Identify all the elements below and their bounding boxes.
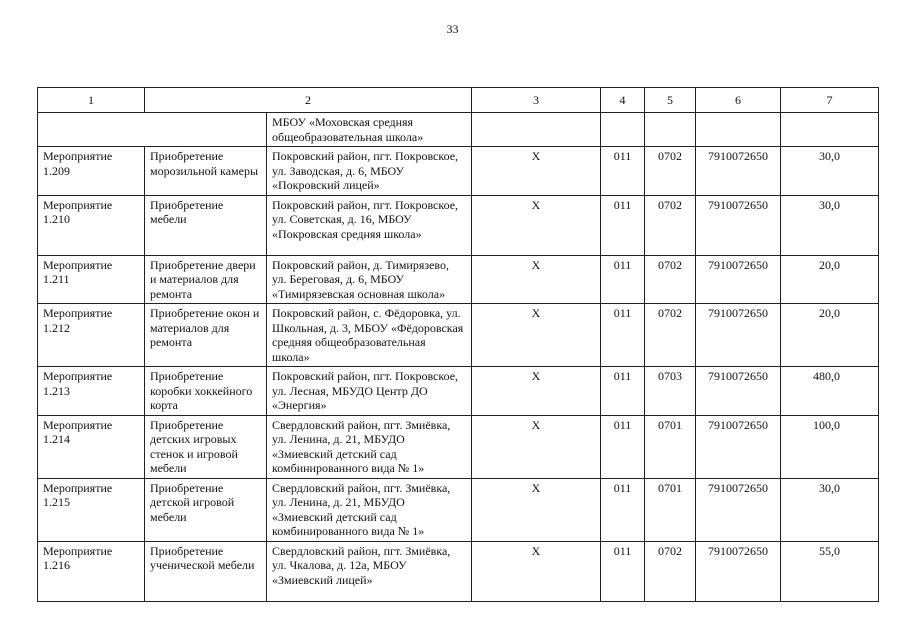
cell-col4: 011 [601,304,645,367]
table-row [38,541,879,601]
cell-col6: 7910072650 [696,415,781,478]
cell-measure-id: Мероприятие 1.213 [38,367,145,416]
cell-location: Свердловский район, пгт. Змиёвка, ул. Ленина, д. 21, МБУДО «Змиевский детский сад комбинированного вида № 1» [267,478,472,541]
cell-measure-name: Приобретение детских игровых стенок и игровой мебели [145,415,267,478]
cell-col7: 30,0 [781,478,879,541]
cell-location: Свердловский район, пгт. Змиёвка, ул. Чкалова, д. 12а, МБОУ «Змиевский лицей» [267,541,472,601]
table-row [38,195,879,255]
measures-table [37,87,879,602]
cell-col4: 011 [601,255,645,304]
cell-measure-id: Мероприятие 1.210 [38,195,145,255]
cell-col6: 7910072650 [696,367,781,416]
cell-measure-id: Мероприятие 1.215 [38,478,145,541]
header-cell-5: 5 [645,88,696,113]
cell-empty [601,113,645,147]
cell-col4: 011 [601,195,645,255]
cell-col6: 7910072650 [696,147,781,196]
cell-col6: 7910072650 [696,304,781,367]
continuation-row [38,113,879,147]
cell-measure-name: Приобретение морозильной камеры [145,147,267,196]
header-cell-1: 1 [38,88,145,113]
cell-col5: 0702 [645,255,696,304]
header-cell-4: 4 [601,88,645,113]
cell-col3: X [472,195,601,255]
cell-col3: X [472,541,601,601]
cell-col4: 011 [601,478,645,541]
cell-col3: X [472,415,601,478]
table-row [38,367,879,416]
table-row [38,255,879,304]
table-row [38,304,879,367]
cell-col7: 30,0 [781,147,879,196]
cell-col7: 480,0 [781,367,879,416]
cell-measure-name: Приобретение двери и материалов для ремонта [145,255,267,304]
cell-col3: X [472,367,601,416]
header-cell-3: 3 [472,88,601,113]
cell-measure-id: Мероприятие 1.209 [38,147,145,196]
cell-location: Покровский район, с. Фёдоровка, ул. Школьная, д. 3, МБОУ «Фёдоровская средняя общеобразовательная школа» [267,304,472,367]
cell-col7: 30,0 [781,195,879,255]
cell-location: Покровский район, пгт. Покровское, ул. Заводская, д. 6, МБОУ «Покровский лицей» [267,147,472,196]
cell-col6: 7910072650 [696,478,781,541]
table-header-row [38,88,879,113]
header-cell-6: 6 [696,88,781,113]
cell-col5: 0703 [645,367,696,416]
cell-col3: X [472,255,601,304]
header-cell-2: 2 [145,88,472,113]
cell-col7: 55,0 [781,541,879,601]
cell-col6: 7910072650 [696,195,781,255]
cell-measure-id: Мероприятие 1.211 [38,255,145,304]
cell-measure-name: Приобретение мебели [145,195,267,255]
table-row [38,478,879,541]
cell-measure-id: Мероприятие 1.216 [38,541,145,601]
cell-col3: X [472,147,601,196]
cell-empty [696,113,781,147]
cell-col4: 011 [601,147,645,196]
cell-location: Покровский район, д. Тимирязево, ул. Береговая, д. 6, МБОУ «Тимирязевская основная школа» [267,255,472,304]
cell-col5: 0702 [645,304,696,367]
table-row [38,147,879,196]
cell-col6: 7910072650 [696,255,781,304]
cell-measure-name: Приобретение окон и материалов для ремонта [145,304,267,367]
cell-measure-name: Приобретение коробки хоккейного корта [145,367,267,416]
cell-col4: 011 [601,415,645,478]
cell-location: МБОУ «Моховская средняя общеобразовательная школа» [267,113,472,147]
cell-col5: 0702 [645,147,696,196]
cell-col6: 7910072650 [696,541,781,601]
cell-col5: 0702 [645,195,696,255]
cell-col3: X [472,304,601,367]
cell-col4: 011 [601,367,645,416]
cell-empty [38,113,267,147]
cell-measure-name: Приобретение детской игровой мебели [145,478,267,541]
cell-col7: 100,0 [781,415,879,478]
cell-measure-id: Мероприятие 1.212 [38,304,145,367]
cell-empty [472,113,601,147]
cell-col7: 20,0 [781,255,879,304]
table-row [38,415,879,478]
cell-empty [781,113,879,147]
cell-location: Покровский район, пгт. Покровское, ул. Лесная, МБУДО Центр ДО «Энергия» [267,367,472,416]
cell-col4: 011 [601,541,645,601]
cell-col5: 0702 [645,541,696,601]
cell-col5: 0701 [645,478,696,541]
cell-empty [645,113,696,147]
cell-col5: 0701 [645,415,696,478]
cell-col7: 20,0 [781,304,879,367]
page-number: 33 [446,22,459,36]
header-cell-7: 7 [781,88,879,113]
cell-col3: X [472,478,601,541]
cell-measure-name: Приобретение ученической мебели [145,541,267,601]
cell-location: Покровский район, пгт. Покровское, ул. Советская, д. 16, МБОУ «Покровская средняя школа» [267,195,472,255]
cell-location: Свердловский район, пгт. Змиёвка, ул. Ленина, д. 21, МБУДО «Змиевский детский сад комбинированного вида № 1» [267,415,472,478]
cell-measure-id: Мероприятие 1.214 [38,415,145,478]
